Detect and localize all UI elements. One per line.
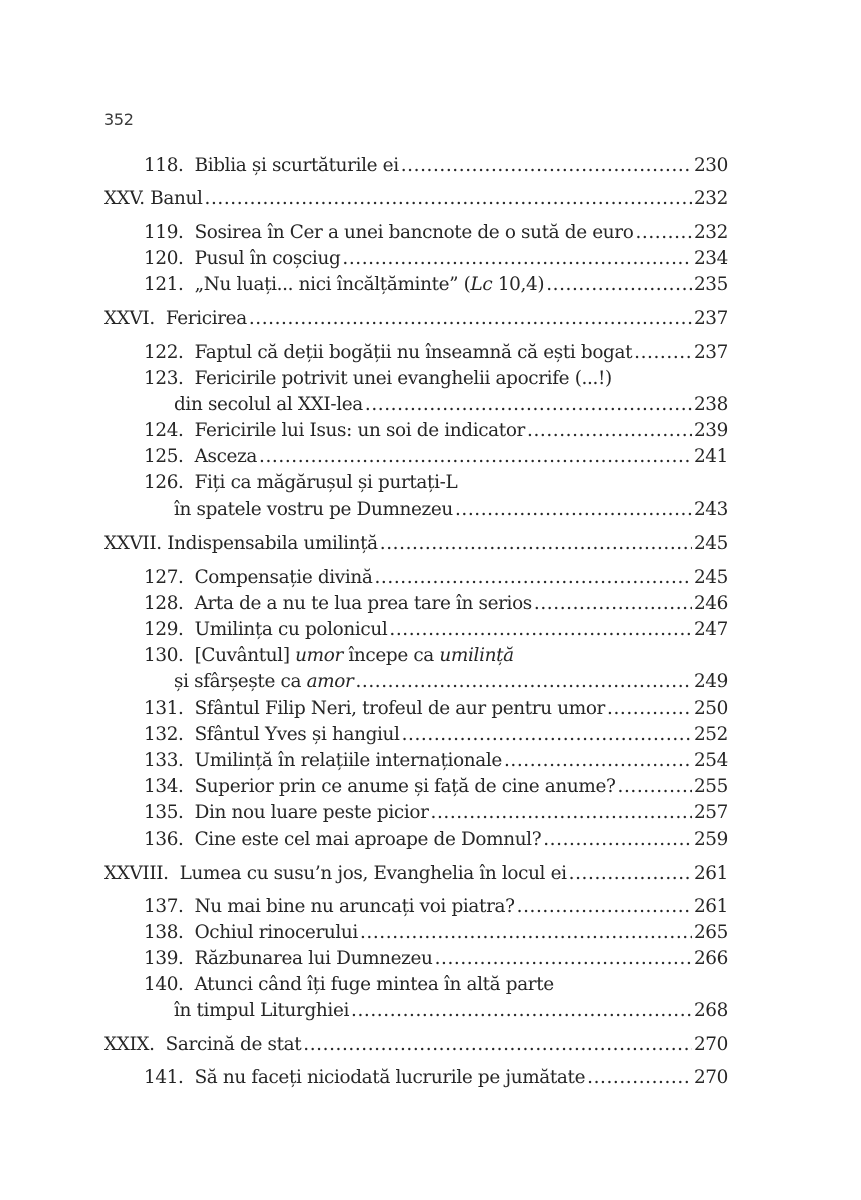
toc-entry[interactable] bbox=[144, 920, 728, 946]
entry-page: 270 bbox=[693, 1067, 728, 1088]
toc-entry[interactable] bbox=[144, 591, 728, 617]
chapter-page: 237 bbox=[693, 308, 728, 329]
chapter-title: Fericirea bbox=[165, 308, 247, 329]
leader-dots bbox=[431, 800, 692, 826]
entry-title: Din nou luare peste picior bbox=[194, 802, 429, 823]
entry-title: Sfântul Yves și hangiul bbox=[194, 724, 400, 745]
leader-dots bbox=[389, 617, 692, 643]
title-text: și sfârșește ca bbox=[174, 671, 307, 692]
leader-dots bbox=[607, 696, 692, 722]
toc-entry[interactable] bbox=[144, 774, 728, 800]
entry-number: 120. bbox=[144, 248, 184, 269]
toc-chapter[interactable] bbox=[104, 1032, 728, 1058]
entry-page: 245 bbox=[693, 567, 728, 588]
leader-dots bbox=[546, 272, 692, 298]
entry-number: 139. bbox=[144, 948, 184, 969]
title-text: 10,4) bbox=[492, 274, 545, 295]
entry-title: Ochiul rinocerului bbox=[194, 922, 358, 943]
toc-entry[interactable] bbox=[144, 565, 728, 591]
toc-entry[interactable] bbox=[144, 1065, 728, 1091]
entry-title: Umilință în relațiile internaționale bbox=[194, 750, 502, 771]
leader-dots bbox=[543, 827, 692, 853]
entry-number: 119. bbox=[144, 222, 184, 243]
entry-page: 252 bbox=[693, 724, 728, 745]
chapter-number: XXVI. bbox=[104, 308, 155, 329]
leader-dots bbox=[569, 861, 692, 887]
title-italic: umilință bbox=[439, 645, 514, 666]
chapter-number: XXVII. bbox=[104, 533, 162, 554]
chapter-page: 232 bbox=[693, 188, 728, 209]
entry-title: Compensație divină bbox=[194, 567, 373, 588]
title-italic: Lc bbox=[470, 274, 493, 295]
toc-entry[interactable] bbox=[144, 366, 728, 392]
leader-dots bbox=[587, 1065, 692, 1091]
entry-page: 237 bbox=[693, 342, 728, 363]
entry-page: 250 bbox=[693, 698, 728, 719]
entry-title: Atunci când îți fuge mintea în altă parte bbox=[194, 974, 554, 995]
entry-number: 124. bbox=[144, 420, 184, 441]
toc-entry[interactable] bbox=[144, 696, 728, 722]
entry-page: 265 bbox=[693, 922, 728, 943]
entry-title: Fericirile lui Isus: un soi de indicator bbox=[194, 420, 525, 441]
leader-dots bbox=[360, 920, 692, 946]
entry-title: Sfântul Filip Neri, trofeul de aur pentru umor bbox=[194, 698, 605, 719]
toc-entry-continuation[interactable] bbox=[174, 497, 728, 523]
chapter-title: Sarcină de stat bbox=[165, 1034, 302, 1055]
entry-title: Pusul în coșciug bbox=[194, 248, 341, 269]
leader-dots bbox=[504, 748, 692, 774]
entry-title: Umilința cu polonicul bbox=[194, 619, 388, 640]
entry-title: Să nu faceți niciodată lucrurile pe jumătate bbox=[194, 1067, 586, 1088]
entry-title-continued: în spatele vostru pe Dumnezeu bbox=[174, 499, 453, 520]
leader-dots bbox=[455, 497, 692, 523]
entry-number: 132. bbox=[144, 724, 184, 745]
toc-entry-continuation[interactable] bbox=[174, 998, 728, 1024]
toc-entry[interactable] bbox=[144, 470, 728, 496]
entry-number: 129. bbox=[144, 619, 184, 640]
toc-entry[interactable] bbox=[144, 972, 728, 998]
toc-entry[interactable] bbox=[144, 946, 728, 972]
entry-number: 131. bbox=[144, 698, 184, 719]
entry-number: 135. bbox=[144, 802, 184, 823]
leader-dots bbox=[517, 894, 692, 920]
entry-page: 249 bbox=[693, 671, 728, 692]
entry-page: 239 bbox=[693, 420, 728, 441]
entry-title-continued: în timpul Liturghiei bbox=[174, 1000, 350, 1021]
entry-title: Cine este cel mai aproape de Domnul? bbox=[194, 829, 542, 850]
entry-title: Biblia și scurtăturile ei bbox=[194, 155, 399, 176]
toc-entry-continuation[interactable] bbox=[174, 669, 728, 695]
entry-number: 121. bbox=[144, 274, 184, 295]
toc-chapter[interactable] bbox=[104, 861, 728, 887]
entry-title-continued: din secolul al XXI-lea bbox=[174, 394, 363, 415]
entry-number: 126. bbox=[144, 472, 184, 493]
entry-title: Răzbunarea lui Dumnezeu bbox=[194, 948, 433, 969]
entry-number: 127. bbox=[144, 567, 184, 588]
chapter-page: 261 bbox=[693, 863, 728, 884]
entry-title: Asceza bbox=[194, 446, 258, 467]
entry-title: Faptul că deții bogății nu înseamnă că ești bogat bbox=[194, 342, 633, 363]
entry-page: 243 bbox=[693, 499, 728, 520]
entry-page: 266 bbox=[693, 948, 728, 969]
entry-title-continued bbox=[174, 669, 353, 695]
leader-dots bbox=[634, 340, 692, 366]
leader-dots bbox=[303, 1032, 692, 1058]
toc-entry[interactable] bbox=[144, 827, 728, 853]
title-text: „Nu luați... nici încălțăminte” ( bbox=[194, 274, 471, 295]
toc-entry[interactable] bbox=[144, 340, 728, 366]
toc-entry[interactable] bbox=[144, 246, 728, 272]
leader-dots bbox=[249, 306, 692, 332]
entry-number: 137. bbox=[144, 896, 184, 917]
entry-number: 128. bbox=[144, 593, 184, 614]
entry-title bbox=[195, 272, 545, 298]
entry-page: 259 bbox=[693, 829, 728, 850]
leader-dots bbox=[402, 722, 692, 748]
toc-entry[interactable] bbox=[144, 220, 728, 246]
entry-page: 257 bbox=[693, 802, 728, 823]
entry-page: 230 bbox=[693, 155, 728, 176]
leader-dots bbox=[635, 220, 692, 246]
entry-number: 130. bbox=[144, 645, 184, 666]
toc-entry-continuation[interactable] bbox=[174, 392, 728, 418]
toc-entry[interactable] bbox=[144, 894, 728, 920]
chapter-title: Banul bbox=[150, 188, 203, 209]
entry-title: Fiți ca măgărușul și purtați-L bbox=[194, 472, 458, 493]
leader-dots bbox=[534, 591, 692, 617]
leader-dots bbox=[435, 946, 692, 972]
toc-chapter[interactable] bbox=[104, 306, 728, 332]
leader-dots bbox=[355, 669, 692, 695]
toc-entry[interactable] bbox=[144, 617, 728, 643]
leader-dots bbox=[259, 444, 692, 470]
title-italic: amor bbox=[306, 671, 354, 692]
entry-page: 261 bbox=[693, 896, 728, 917]
toc-entry[interactable] bbox=[144, 418, 728, 444]
chapter-number: XXIX. bbox=[104, 1034, 155, 1055]
entry-title: Superior prin ce anume și față de cine anume? bbox=[194, 776, 616, 797]
chapter-number: XXV. bbox=[104, 188, 145, 209]
toc-entry[interactable] bbox=[144, 444, 728, 470]
chapter-number: XXVIII. bbox=[104, 863, 169, 884]
title-text: începe ca bbox=[342, 645, 440, 666]
entry-page: 268 bbox=[693, 1000, 728, 1021]
leader-dots bbox=[365, 392, 692, 418]
entry-number: 133. bbox=[144, 750, 184, 771]
entry-number: 136. bbox=[144, 829, 184, 850]
leader-dots bbox=[342, 246, 692, 272]
leader-dots bbox=[351, 998, 692, 1024]
entry-page: 232 bbox=[693, 222, 728, 243]
entry-title: Sosirea în Cer a unei bancnote de o sută de euro bbox=[194, 222, 634, 243]
entry-page: 247 bbox=[693, 619, 728, 640]
leader-dots bbox=[205, 186, 692, 212]
entry-number: 125. bbox=[144, 446, 184, 467]
toc-entry[interactable] bbox=[144, 153, 728, 179]
chapter-page: 270 bbox=[693, 1034, 728, 1055]
chapter-page: 245 bbox=[693, 533, 728, 554]
entry-number: 134. bbox=[144, 776, 184, 797]
entry-page: 238 bbox=[693, 394, 728, 415]
entry-title bbox=[195, 643, 514, 669]
toc-entry[interactable] bbox=[144, 800, 728, 826]
toc-entry[interactable] bbox=[144, 272, 728, 298]
entry-number: 138. bbox=[144, 922, 184, 943]
entry-title: Arta de a nu te lua prea tare în serios bbox=[194, 593, 532, 614]
entry-page: 254 bbox=[693, 750, 728, 771]
leader-dots bbox=[527, 418, 692, 444]
entry-number: 123. bbox=[144, 368, 184, 389]
entry-page: 246 bbox=[693, 593, 728, 614]
entry-page: 235 bbox=[693, 274, 728, 295]
leader-dots bbox=[401, 153, 692, 179]
title-text: [Cuvântul] bbox=[194, 645, 296, 666]
toc-entry[interactable] bbox=[144, 722, 728, 748]
entry-number: 140. bbox=[144, 974, 184, 995]
title-italic: umor bbox=[295, 645, 343, 666]
chapter-title: Lumea cu susu’n jos, Evanghelia în locul ei bbox=[179, 863, 567, 884]
page-number: 352 bbox=[104, 110, 134, 129]
toc-entry[interactable] bbox=[144, 643, 728, 669]
chapter-title: Indispensabila umilință bbox=[167, 533, 378, 554]
entry-title: Nu mai bine nu aruncați voi piatra? bbox=[194, 896, 515, 917]
toc-chapter[interactable] bbox=[104, 186, 728, 212]
entry-page: 255 bbox=[693, 776, 728, 797]
entry-number: 118. bbox=[144, 155, 184, 176]
entry-page: 234 bbox=[693, 248, 728, 269]
toc-chapter[interactable] bbox=[104, 531, 728, 557]
entry-title: Fericirile potrivit unei evanghelii apocrife (...!) bbox=[194, 368, 612, 389]
leader-dots bbox=[374, 565, 691, 591]
entry-number: 122. bbox=[144, 342, 184, 363]
leader-dots bbox=[618, 774, 692, 800]
entry-page: 241 bbox=[693, 446, 728, 467]
leader-dots bbox=[380, 531, 692, 557]
toc-entry[interactable] bbox=[144, 748, 728, 774]
entry-number: 141. bbox=[144, 1067, 184, 1088]
